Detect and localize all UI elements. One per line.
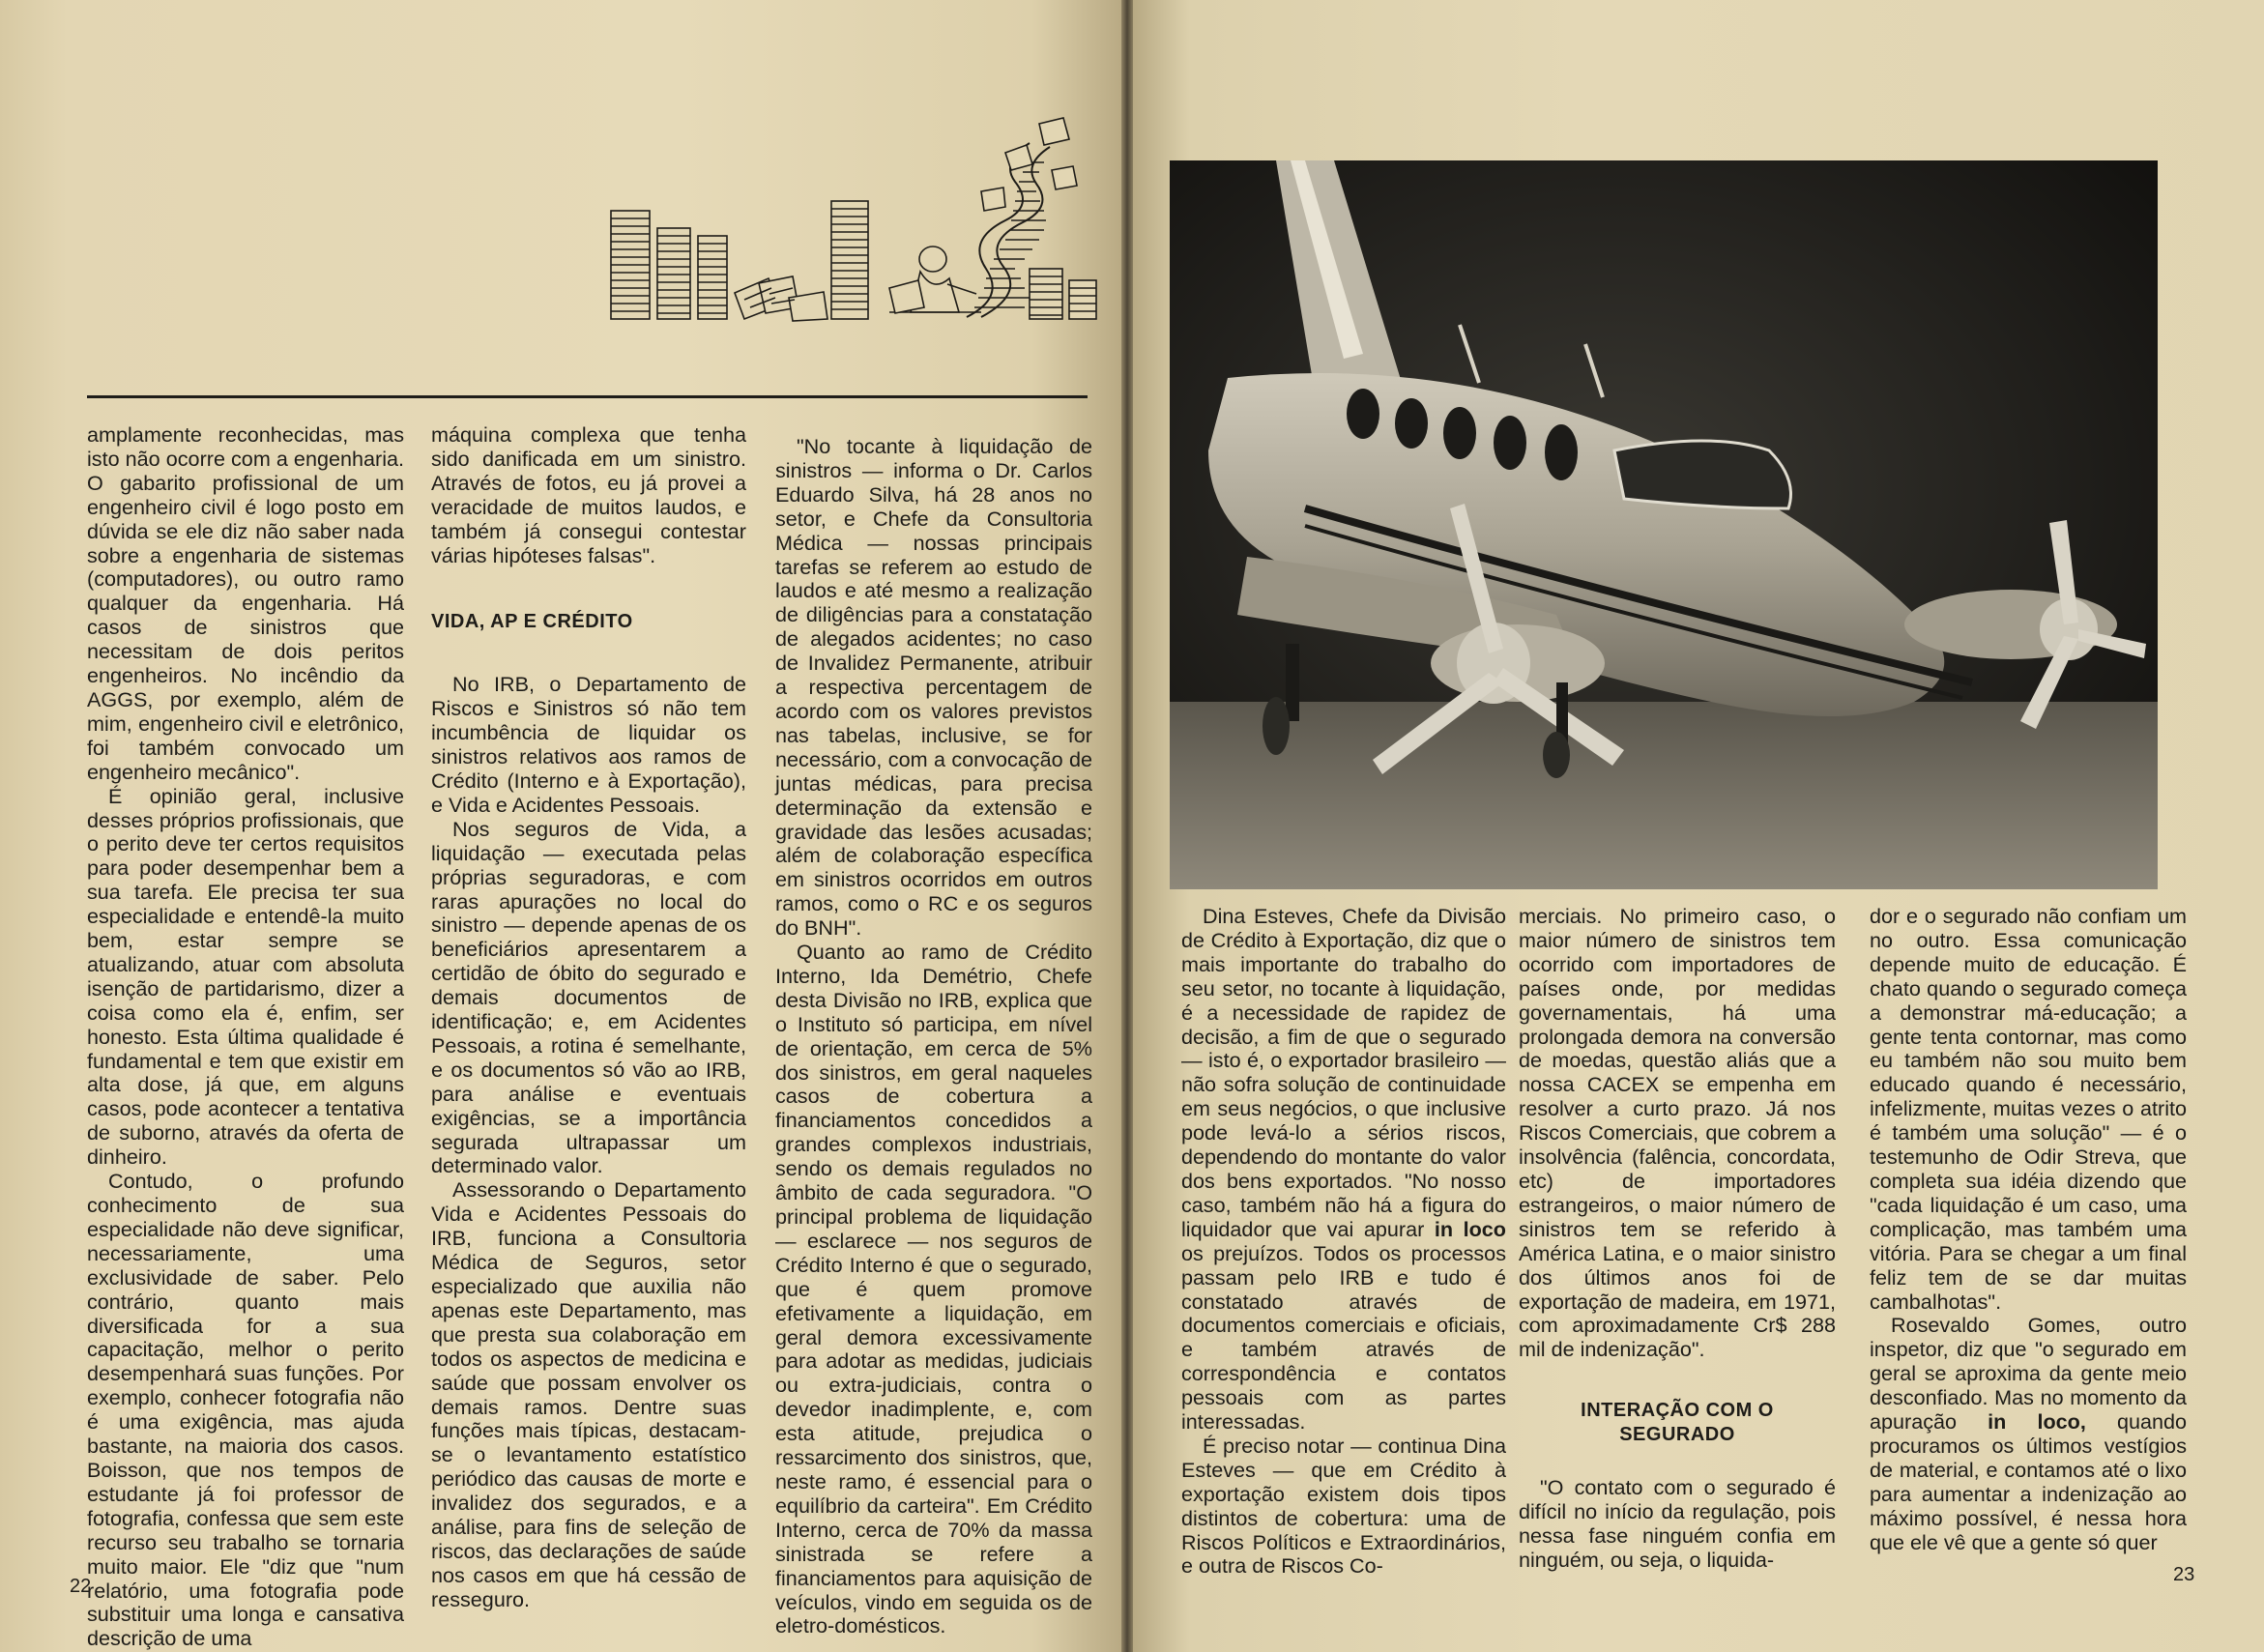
right-column-1 xyxy=(1181,905,1506,1579)
scattered-papers xyxy=(735,276,827,321)
paragraph: merciais. No primeiro caso, o maior número de sinistros tem ocorrido com importadores de países onde, por medidas governamentais, há uma prolongada demora na conversão de moedas, questão aliás que a nossa CACEX se empenha em resolver a curto prazo. Já nos Riscos Comerciais, que cobrem a insolvência (falência, concordata, etc) de importadores estrangeiros, o maior número de sinistros tem se referido à América Latina, e o maior sinistro dos últimos anos foi de exportação de madeira, em 1971, com aproximadamente Cr$ 288 mil de indenização". xyxy=(1519,904,1836,1362)
stack-1 xyxy=(611,211,650,319)
paragraph: dor e o segurado não confiam um no outro. Essa comunicação depende muito de educação. É chato quando o segurado começa a demonstrar má-educação; a gente tenta contornar, mas como eu também não sou muito bem educado quando é necessário, infelizmente, muitas vezes o atrito é também uma solução" — é o testemunho de Odir Streva, que completa sua idéia dizendo que "cada liquidação é um caso, uma complicação, mas também uma vitória. Para se chegar a um final feliz tem de se dar muitas cambalhotas". xyxy=(1870,904,2187,1314)
section-rule xyxy=(87,395,1088,398)
section-heading: VIDA, AP E CRÉDITO xyxy=(431,611,633,633)
left-page xyxy=(0,0,1121,1652)
paragraph: Assessorando o Departamento Vida e Acidentes Pessoais do IRB, funciona a Consultoria Médica de Seguros, setor especializado que auxilia não apenas este Departamento, mas que presta sua colaboração em todos os aspectos de medicina e saúde que possam envolver os demais ramos. Dentre suas funções mais típicas, destacam-se o levantamento estatístico periódico das causas de morte e invalidez dos segurados, e a análise, para fins de seleção de riscos, das declarações de saúde nos casos em que há cessão de resseguro. xyxy=(431,1177,746,1611)
page-number: 22 xyxy=(70,1576,92,1597)
right-column-3 xyxy=(1870,905,2187,1554)
left-column-2 xyxy=(431,423,746,1612)
worker-figure xyxy=(889,246,981,313)
stack-3 xyxy=(698,236,727,319)
left-column-1 xyxy=(87,423,404,1651)
book-gutter xyxy=(1121,0,1133,1652)
airplane-photo xyxy=(1170,160,2158,889)
section-heading-line-1: INTERAÇÃO COM O xyxy=(1581,1400,1774,1422)
paragraph: "No tocante à liquidação de sinistros — informa o Dr. Carlos Eduardo Silva, há 28 anos no setor, e Chefe da Consultoria Médica — nossas principais tarefas se referem ao estudo de laudos e até mesmo a realização de diligências para a constatação de alegados acidentes; no caso de Invalidez Permanente, atribuir a respectiva percentagem de acordo com os valores previstos nas tabelas, inclusive, se for necessário, com a convocação de juntas médicas, para precisa determinação da extensão e gravidade das lesões acusadas; além de colaboração específica em sinistros ocorridos em outros ramos, como o RC e os seguros do BNH". xyxy=(775,434,1092,941)
emphasis: in loco, xyxy=(1988,1409,2086,1435)
paragraph: No IRB, o Departamento de Riscos e Sinistros só não tem incumbência de liquidar os sinistros relativos aos ramos de Crédito (Interno e à Exportação), e Vida e Acidentes Pessoais. xyxy=(431,672,746,817)
text-run: Rosevaldo Gomes, outro inspetor, diz que "o segurado em geral se aproxima da gente meio desconfiado. Mas no momento da apuração xyxy=(1870,1313,2187,1435)
stack-2 xyxy=(657,228,690,319)
emphasis: in loco xyxy=(1434,1216,1506,1241)
stack-4 xyxy=(831,201,868,319)
text-run: quando procuramos os últimos vestígios de material, e contamos até o lixo para aumentar a indenização ao máximo possível, é nessa hora que ele vê que a gente só quer xyxy=(1870,1409,2188,1554)
stack-5 xyxy=(1030,269,1096,319)
paragraph: Contudo, o profundo conhecimento de sua especialidade não deve significar, necessariamente, uma exclusividade de saber. Pelo contrário, quanto mais diversificada for a sua capacitação, melhor o perito desempenhará suas funções. Por exemplo, conhecer fotografia não é uma exigência, mas ajuda bastante, na maioria dos casos. Boisson, que nos tempos de estudante já foi professor de fotografia, confessa que sem este recurso seu trabalho se tornaria muito maior. Ele "diz que "num relatório, uma fotografia pode substituir uma longa e cansativa descrição de uma xyxy=(87,1169,404,1651)
paper-stacks-illustration xyxy=(599,114,1102,332)
paragraph: Nos seguros de Vida, a liquidação — executada pelas próprias seguradoras, e com raras apurações no local do sinistro — depende apenas de os beneficiários apresentarem a certidão de óbito do segurado e demais documentos de identificação; e, em Acidentes Pessoais, a rotina é semelhante, e os documentos só vão ao IRB, para análise e eventuais exigências, se a importância segurada ultrapassar um determinado valor. xyxy=(431,816,746,1178)
paragraph: É opinião geral, inclusive desses próprios profissionais, que o perito deve ter certos requisitos para poder desempenhar bem a sua tarefa. Ele precisa ter sua especialidade e entendê-la muito bem, estar sempre se atualizando, atuar com absoluta isenção de partidarismo, dizer a coisa como ela é, enfim, ser honesto. Esta última qualidade é fundamental e tem que existir em alta dose, já que, em alguns casos, pode acontecer a tentativa de suborno, através da oferta de dinheiro. xyxy=(87,783,404,1170)
paragraph: máquina complexa que tenha sido danificada em um sinistro. Através de fotos, eu já provei a veracidade de muitos laudos, e também já consegui contestar várias hipóteses falsas". xyxy=(431,422,746,567)
page-number: 23 xyxy=(2173,1564,2195,1585)
text-run: os prejuízos. Todos os processos passam pelo IRB e tudo é constatado através de documentos comerciais e oficiais, e também através de correspondência e contatos pessoais com as partes interessadas. xyxy=(1181,1240,1506,1435)
cockpit-windshield xyxy=(1614,441,1791,508)
paper-stacks-drawing xyxy=(599,114,1102,332)
airplane-photo-graphic xyxy=(1170,160,2158,889)
right-page xyxy=(1133,0,2264,1652)
paragraph: "O contato com o segurado é difícil no início da regulação, pois nessa fase ninguém confia em ninguém, ou seja, o liquida- xyxy=(1519,1475,1836,1572)
right-column-2 xyxy=(1519,905,1836,1573)
left-column-3 xyxy=(775,435,1092,1638)
paragraph: Quanto ao ramo de Crédito Interno, Ida Demétrio, Chefe desta Divisão no IRB, explica que o Instituto só participa, em nível de orientação, em cerca de 5% dos sinistros, em geral naqueles casos de cobertura a financiamentos concedidos a grandes complexos industriais, sendo os demais regulados no âmbito de cada seguradora. "O principal problema de liquidação — esclarece — nos seguros de Crédito Interno é que o segurado, que é quem promove efetivamente a liquidação, em geral demora excessivamente para adotar as medidas, judiciais ou extra-judiciais, contra o devedor inadimplente, e, com esta atitude, prejudica o ressarcimento dos sinistros, que, neste ramo, é essencial para o equilíbrio da carteira". Em Crédito Interno, cerca de 70% da massa sinistrada se refere a financiamentos para aquisição de veículos, vindo em seguida os de eletro-domésticos. xyxy=(775,940,1092,1638)
paragraph: É preciso notar — continua Dina Esteves — que em Crédito à exportação existem dois tipos distintos de cobertura: uma de Riscos Políticos e Extraordinários, e outra de Riscos Co- xyxy=(1181,1433,1506,1579)
text-run: Dina Esteves, Chefe da Divisão de Crédito à Exportação, diz que o mais importante do trabalho do seu setor, no tocante à liquidação, é a necessidade de rapidez de decisão, a fim de que o segurado — isto é, o exportador brasileiro — não sofra solução de continuidade em seus negócios, o que inclusive pode levá-lo a sérios riscos, dependendo do montante do valor dos bens exportados. "No nosso caso, também não há a figura do liquidador que vai apurar xyxy=(1181,904,1506,1241)
paragraph: amplamente reconhecidas, mas isto não ocorre com a engenharia. O gabarito profissional de um engenheiro civil é logo posto em dúvida se ele diz não saber nada sobre a engenharia de sistemas (computadores), ou outro ramo qualquer da engenharia. Há casos de sinistros que necessitam de dois peritos engenheiros. No incêndio da AGGS, por exemplo, além de mim, engenheiro civil e eletrônico, foi também convocado um engenheiro mecânico". xyxy=(87,422,404,784)
section-heading-line-2: SEGURADO xyxy=(1619,1424,1735,1446)
